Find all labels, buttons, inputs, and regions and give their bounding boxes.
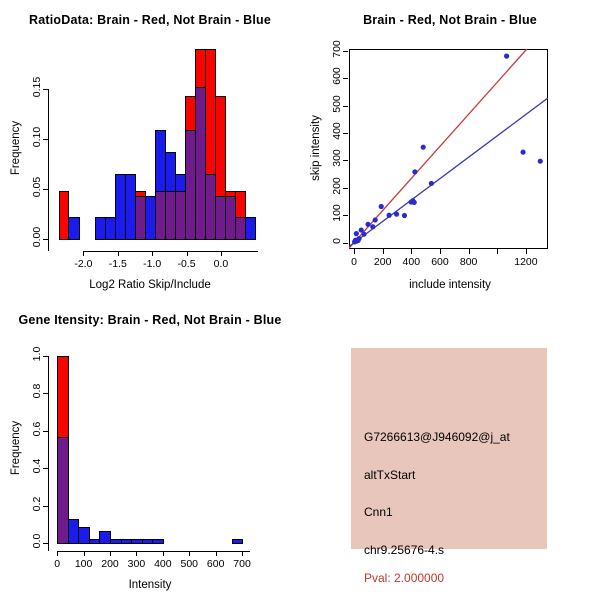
y-tick-label: 0.8 — [31, 383, 43, 399]
histogram-bar-red — [215, 96, 226, 197]
x-axis-tick — [110, 551, 111, 556]
y-axis-tick — [43, 543, 48, 544]
x-tick-label: 300 — [127, 558, 146, 570]
y-tick-label: 0.4 — [31, 458, 43, 474]
x-axis-tick — [440, 249, 441, 254]
scatter-point — [370, 224, 375, 229]
y-axis-tick — [43, 468, 48, 469]
y-tick-label: 0.10 — [31, 126, 43, 148]
x-tick-label: 100 — [74, 558, 93, 570]
y-axis-tick — [343, 78, 348, 79]
event-type-text: altTxStart — [364, 468, 416, 482]
x-tick-label: -2.0 — [74, 258, 93, 270]
histogram-bar-blue — [68, 217, 79, 240]
probe-id-text: G7266613@J946092@j_at — [364, 430, 510, 444]
x-tick-label: 500 — [180, 558, 199, 570]
histogram-bar-blue — [245, 217, 256, 240]
x-axis-tick — [469, 249, 470, 254]
x-tick-label: 400 — [402, 256, 421, 268]
y-tick-label: 0.2 — [31, 496, 43, 511]
y-tick-label: 400 — [331, 122, 343, 140]
scatter-point — [429, 181, 434, 186]
x-axis-tick — [57, 551, 58, 556]
y-axis-tick — [343, 215, 348, 216]
y-axis-tick — [43, 393, 48, 394]
y-axis-tick — [343, 51, 348, 52]
x-axis-tick — [354, 249, 355, 254]
scatter-point — [412, 169, 417, 174]
y-axis-tick — [43, 189, 48, 190]
y-tick-label: 500 — [331, 94, 343, 113]
scatter-point — [365, 222, 370, 227]
panel-ratio-histogram — [0, 0, 300, 300]
x-axis-tick — [163, 551, 164, 556]
histogram-bar-blue — [232, 539, 244, 544]
y-axis-tick — [43, 356, 48, 357]
x-tick-label: 800 — [459, 256, 478, 268]
x-axis-tick — [189, 551, 190, 556]
x-axis-tick — [216, 551, 217, 556]
y-tick-label: 0.00 — [31, 226, 43, 248]
x-tick-label: 600 — [431, 256, 449, 268]
scatter-point — [356, 236, 361, 241]
x-axis-tick — [242, 551, 243, 556]
y-tick-label: 0.0 — [31, 533, 43, 549]
scatter-point — [394, 212, 399, 217]
y-axis-line — [48, 356, 49, 551]
x-axis-tick — [411, 249, 412, 254]
panel-intensity-scatter — [300, 0, 600, 300]
scatter-svg — [349, 49, 548, 249]
probe-info-box — [351, 348, 547, 585]
y-tick-label: 100 — [331, 204, 343, 223]
x-tick-label: 0 — [351, 256, 357, 268]
panel-gene-intensity-histogram — [0, 300, 300, 600]
location-text: chr9.25676-4.s — [364, 543, 445, 557]
y-tick-label: 0.15 — [31, 76, 43, 98]
y-tick-label: 0.6 — [31, 421, 43, 436]
histogram-bar-red — [235, 191, 246, 218]
histogram-bar-red — [57, 356, 69, 439]
x-axis-tick — [118, 251, 119, 256]
pval-text: Pval: 2.000000 — [364, 571, 445, 585]
scatter-point — [373, 217, 378, 222]
y-tick-label: 600 — [331, 67, 343, 85]
y-tick-label: 200 — [331, 177, 343, 195]
y-axis-tick — [43, 89, 48, 90]
gene-hist-title: Gene Itensity: Brain - Red, Not Brain - Blue — [18, 313, 282, 327]
scatter-title: Brain - Red, Not Brain - Blue — [363, 13, 537, 27]
scatter-point — [387, 213, 392, 218]
y-axis-tick — [43, 506, 48, 507]
x-tick-label: -1.0 — [143, 258, 162, 270]
x-axis-tick — [136, 551, 137, 556]
y-axis-tick — [343, 160, 348, 161]
y-tick-label: 0.05 — [31, 176, 43, 198]
x-axis-tick — [526, 249, 527, 254]
y-tick-label: 0 — [331, 237, 343, 244]
x-tick-label: -0.5 — [177, 258, 196, 270]
gene-hist-y-axis-label: Frequency — [10, 420, 22, 476]
y-axis-tick — [343, 133, 348, 134]
ratio-hist-y-axis-label: Frequency — [10, 120, 22, 176]
regression-line-blue — [349, 98, 548, 246]
y-axis-tick — [43, 139, 48, 140]
y-axis-tick — [43, 239, 48, 240]
y-axis-tick — [343, 188, 348, 189]
x-axis-line — [57, 551, 250, 552]
x-axis-tick — [83, 251, 84, 256]
x-tick-label: 200 — [101, 558, 119, 570]
panel-info-box — [300, 300, 600, 600]
x-axis-tick — [152, 251, 153, 256]
x-axis-tick — [497, 249, 498, 254]
scatter-point — [412, 200, 417, 205]
scatter-point — [538, 159, 543, 164]
x-tick-label: 600 — [206, 558, 225, 570]
y-axis-tick — [343, 243, 348, 244]
x-tick-label: 0.0 — [213, 258, 229, 270]
x-axis-tick — [187, 251, 188, 256]
x-tick-label: 1200 — [514, 256, 538, 268]
ratio-hist-x-axis-label: Log2 Ratio Skip/Include — [89, 279, 211, 291]
histogram-bar-blue — [152, 539, 164, 544]
y-axis-line — [48, 89, 49, 251]
x-tick-label: 200 — [373, 256, 392, 268]
scatter-point — [402, 213, 407, 218]
x-tick-label: 0 — [54, 558, 61, 570]
ratio-hist-title: RatioData: Brain - Red, Not Brain - Blue — [28, 13, 272, 27]
x-tick-label: 400 — [154, 558, 172, 570]
y-tick-label: 300 — [331, 149, 343, 168]
y-tick-label: 700 — [331, 39, 343, 58]
scatter-point — [354, 231, 359, 236]
scatter-y-axis-label: skip intensity — [310, 115, 322, 181]
scatter-point — [361, 232, 366, 237]
x-axis-line — [83, 251, 258, 252]
scatter-point — [379, 204, 384, 209]
scatter-x-axis-label: include intensity — [409, 279, 491, 291]
y-tick-label: 1.0 — [31, 346, 43, 361]
x-axis-tick — [383, 249, 384, 254]
scatter-point — [520, 150, 525, 155]
x-tick-label: 700 — [233, 558, 251, 570]
scatter-point — [504, 54, 509, 59]
x-tick-label: -1.5 — [108, 258, 127, 270]
gene-name-text: Cnn1 — [364, 505, 393, 519]
gene-hist-x-axis-label: Intensity — [128, 579, 172, 591]
scatter-point — [421, 145, 426, 150]
y-axis-tick — [43, 431, 48, 432]
x-axis-tick — [221, 251, 222, 256]
x-axis-tick — [84, 551, 85, 556]
y-axis-tick — [343, 106, 348, 107]
